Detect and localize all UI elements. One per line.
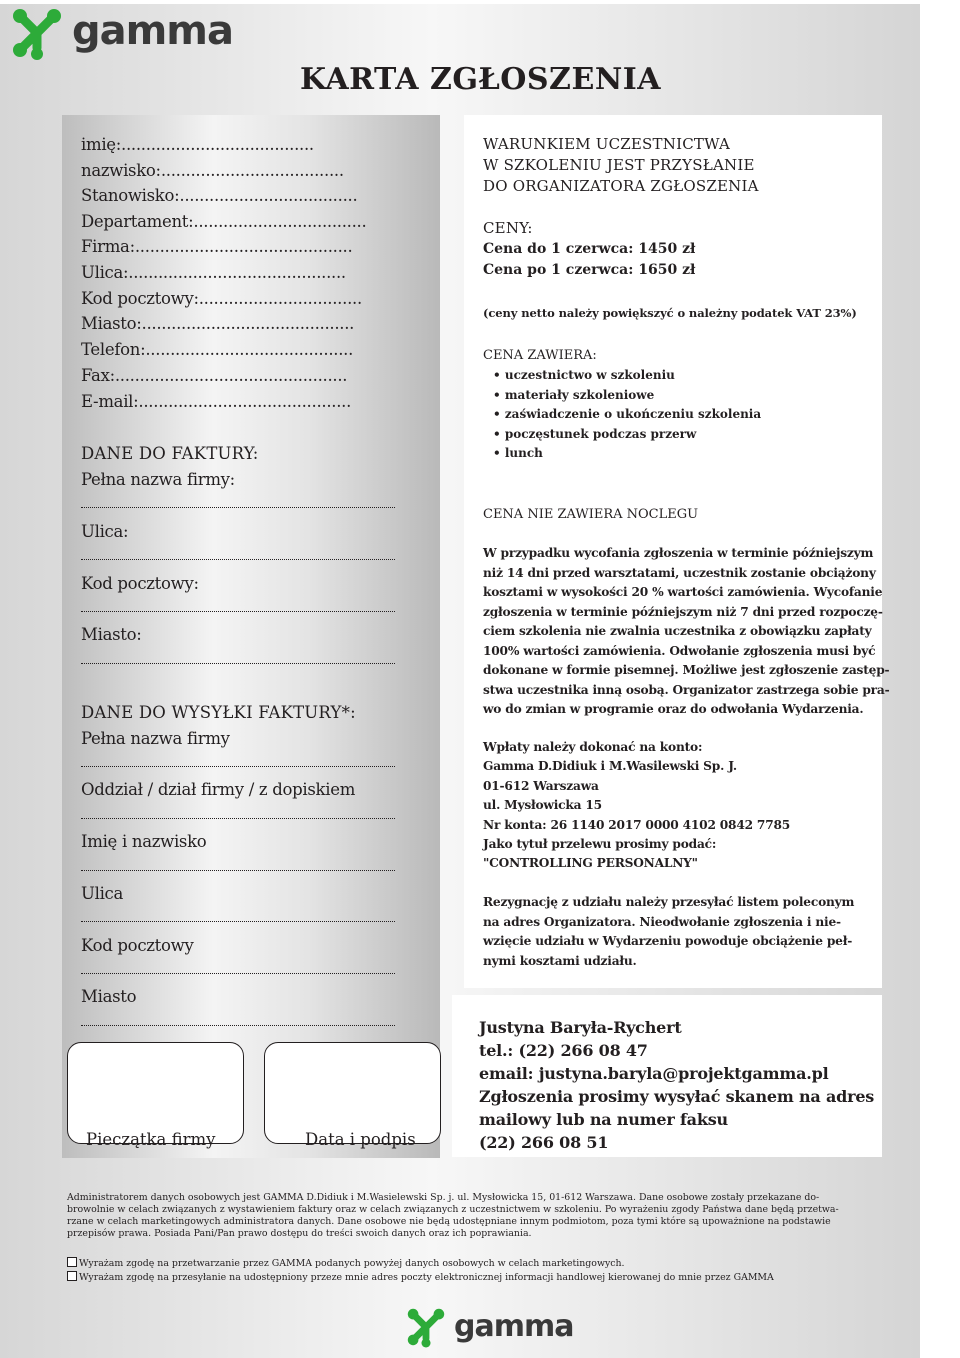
contact-person-name: Justyna Baryła-Rychert	[479, 1018, 682, 1037]
conditions-line: W SZKOLENIU JEST PRZYSŁANIE	[483, 156, 755, 174]
page-title: KARTA ZGŁOSZENIA	[300, 62, 662, 97]
includes-item: • lunch	[493, 446, 543, 460]
privacy-line: przepisów prawa. Posiada Pani/Pan prawo dostępu do treści swoich danych oraz ich poprawiania.	[67, 1228, 532, 1239]
logo-wordmark: gamma	[454, 1308, 574, 1344]
company-stamp-label: Pieczątka firmy	[86, 1130, 216, 1149]
conditions-line: DO ORGANIZATORA ZGŁOSZENIA	[483, 177, 759, 195]
resignation-line: nymi kosztami udziału.	[483, 954, 637, 968]
contact-email-link[interactable]: email: justyna.baryla@projektgamma.pl	[479, 1064, 829, 1083]
field-last-name[interactable]: nazwisko:.....................................	[81, 161, 344, 180]
bank-account-number: Nr konta: 26 1140 2017 0000 4102 0842 7785	[483, 818, 791, 832]
privacy-line: rzane w celach marketingowych administratora danych. Dane osobowe nie będą udostępniane innym podmiotom, poza tymi które są upoważnione na podstawie	[67, 1216, 831, 1227]
privacy-line: Administratorem danych osobowych jest GAMMA D.Didiuk i M.Wasielewski Sp. j. ul. Mysłowicka 15, 01-612 Warszawa. Dane osobowe zostały przekazane do-	[67, 1192, 820, 1203]
invoice-company-label: Pełna nazwa firmy:	[81, 470, 235, 489]
cancellation-line: 100% wartości zamówienia. Odwołanie zgłoszenia musi być	[483, 644, 876, 658]
prices-heading: CENY:	[483, 219, 533, 237]
cancellation-line: wo do zmian w programie oraz do odwołania Wydarzenia.	[483, 702, 864, 716]
payment-line: ul. Mysłowicka 15	[483, 798, 602, 812]
shipping-department-line[interactable]	[81, 814, 395, 819]
shipping-city-label: Miasto	[81, 987, 137, 1006]
includes-item: • zaświadczenie o ukończeniu szkolenia	[493, 407, 762, 421]
field-fax[interactable]: Fax:...............................................	[81, 366, 348, 385]
cancellation-line: dokonane w formie pisemnej. Możliwe jest zgłoszenie zastęp-	[483, 663, 890, 677]
shipping-street-label: Ulica	[81, 884, 124, 903]
consent-marketing-checkbox[interactable]	[67, 1257, 77, 1267]
shipping-company-label: Pełna nazwa firmy	[81, 729, 230, 748]
consent-email-label: Wyrażam zgodę na przesyłanie na udostępniony przeze mnie adres poczty elektronicznej informacji handlowej kierowanej do mnie przez GAMMA	[79, 1272, 774, 1283]
payment-line: 01-612 Warszawa	[483, 779, 599, 793]
invoice-city-line[interactable]	[81, 659, 395, 664]
invoice-shipping-heading: DANE DO WYSYŁKI FAKTURY*:	[81, 703, 356, 722]
invoice-postal-label: Kod pocztowy:	[81, 574, 199, 593]
resignation-line: na adres Organizatora. Nieodwołanie zgłoszenia i nie-	[483, 915, 841, 929]
privacy-line: browolnie w celach związanych z wystawieniem faktury oraz w celach związanych z uczestnictwem w szkoleniu. Po wyrażeniu zgody Państwa dane będą przetwa-	[67, 1204, 839, 1215]
payment-line: Gamma D.Didiuk i M.Wasilewski Sp. J.	[483, 759, 737, 773]
shipping-name-label: Imię i nazwisko	[81, 832, 207, 851]
invoice-city-label: Miasto:	[81, 625, 142, 644]
resignation-line: wzięcie udziału w Wydarzeniu powoduje obciążenie peł-	[483, 934, 853, 948]
contact-phone[interactable]: tel.: (22) 266 08 47	[479, 1041, 648, 1060]
shipping-street-line[interactable]	[81, 917, 395, 922]
cancellation-line: niż 14 dni przed warsztatami, uczestnik zostanie obciążony	[483, 566, 876, 580]
includes-item: • materiały szkoleniowe	[493, 388, 655, 402]
payment-line: Jako tytuł przelewu prosimy podać:	[483, 837, 717, 851]
field-phone[interactable]: Telefon:..........................................	[81, 340, 354, 359]
payment-line: Wpłaty należy dokonać na konto:	[483, 740, 703, 754]
cancellation-line: zgłoszenia w terminie późniejszym niż 7 dni przed rozpoczę-	[483, 605, 883, 619]
cancellation-line: W przypadku wycofania zgłoszenia w terminie późniejszym	[483, 546, 874, 560]
field-position[interactable]: Stanowisko:....................................	[81, 186, 358, 205]
invoice-street-label: Ulica:	[81, 522, 129, 541]
payment-title: "CONTROLLING PERSONALNY"	[483, 856, 698, 870]
cancellation-line: ciem szkolenia nie zwalnia uczestnika z obowiązku zapłaty	[483, 624, 872, 638]
resignation-line: Rezygnację z udziału należy przesyłać listem poleconym	[483, 895, 855, 909]
no-lodging-note: CENA NIE ZAWIERA NOCLEGU	[483, 507, 699, 522]
contact-fax[interactable]: (22) 266 08 51	[479, 1133, 609, 1152]
contact-instruction-line: mailowy lub na numer faksu	[479, 1110, 728, 1129]
shipping-department-label: Oddział / dział firmy / z dopiskiem	[81, 780, 356, 799]
gamma-footer-logo	[404, 1305, 573, 1349]
field-email[interactable]: E-mail:...........................................	[81, 392, 352, 411]
includes-heading: CENA ZAWIERA:	[483, 348, 597, 363]
field-company[interactable]: Firma:............................................	[81, 237, 353, 256]
cancellation-line: kosztami w wysokości 20 % wartości zamówienia. Wycofanie	[483, 585, 883, 599]
gamma-logo	[8, 4, 233, 62]
consent-marketing-label: Wyrażam zgodę na przetwarzanie przez GAMMA podanych powyżej danych osobowych w celach marketingowych.	[79, 1258, 625, 1269]
consent-marketing	[67, 1257, 625, 1270]
invoice-street-line[interactable]	[81, 555, 395, 560]
date-signature-label: Data i podpis	[305, 1130, 416, 1149]
conditions-line: WARUNKIEM UCZESTNICTWA	[483, 135, 730, 153]
cancellation-line: stwa uczestnika inną osobą. Organizator zastrzega sobie pra-	[483, 683, 890, 697]
date-signature-box[interactable]	[264, 1042, 441, 1144]
field-city[interactable]: Miasto:...........................................	[81, 314, 355, 333]
shipping-postal-label: Kod pocztowy	[81, 936, 194, 955]
shipping-postal-line[interactable]	[81, 969, 395, 974]
field-street[interactable]: Ulica:............................................	[81, 263, 346, 282]
invoice-company-line[interactable]	[81, 503, 395, 508]
includes-item: • uczestnictwo w szkoleniu	[493, 368, 675, 382]
shipping-city-line[interactable]	[81, 1021, 395, 1026]
price-before-june: Cena do 1 czerwca: 1450 zł	[483, 241, 696, 257]
contact-instruction-line: Zgłoszenia prosimy wysyłać skanem na adres	[479, 1087, 875, 1106]
company-stamp-box[interactable]	[67, 1042, 244, 1144]
field-first-name[interactable]: imię:.......................................	[81, 135, 314, 154]
shipping-name-line[interactable]	[81, 866, 395, 871]
right-margin	[920, 0, 960, 1358]
gamma-logo-mark-icon	[8, 4, 66, 62]
invoice-data-heading: DANE DO FAKTURY:	[81, 444, 259, 463]
price-after-june: Cena po 1 czerwca: 1650 zł	[483, 262, 696, 278]
consent-email-checkbox[interactable]	[67, 1271, 77, 1281]
invoice-postal-line[interactable]	[81, 607, 395, 612]
includes-item: • poczęstunek podczas przerw	[493, 427, 697, 441]
shipping-company-line[interactable]	[81, 762, 395, 767]
field-department[interactable]: Departament:...................................	[81, 212, 367, 231]
logo-wordmark: gamma	[72, 8, 233, 54]
field-postal-code[interactable]: Kod pocztowy:.................................	[81, 289, 362, 308]
gamma-logo-mark-icon	[404, 1305, 448, 1349]
vat-note: (ceny netto należy powiększyć o należny podatek VAT 23%)	[483, 306, 857, 320]
consent-email	[67, 1271, 774, 1284]
